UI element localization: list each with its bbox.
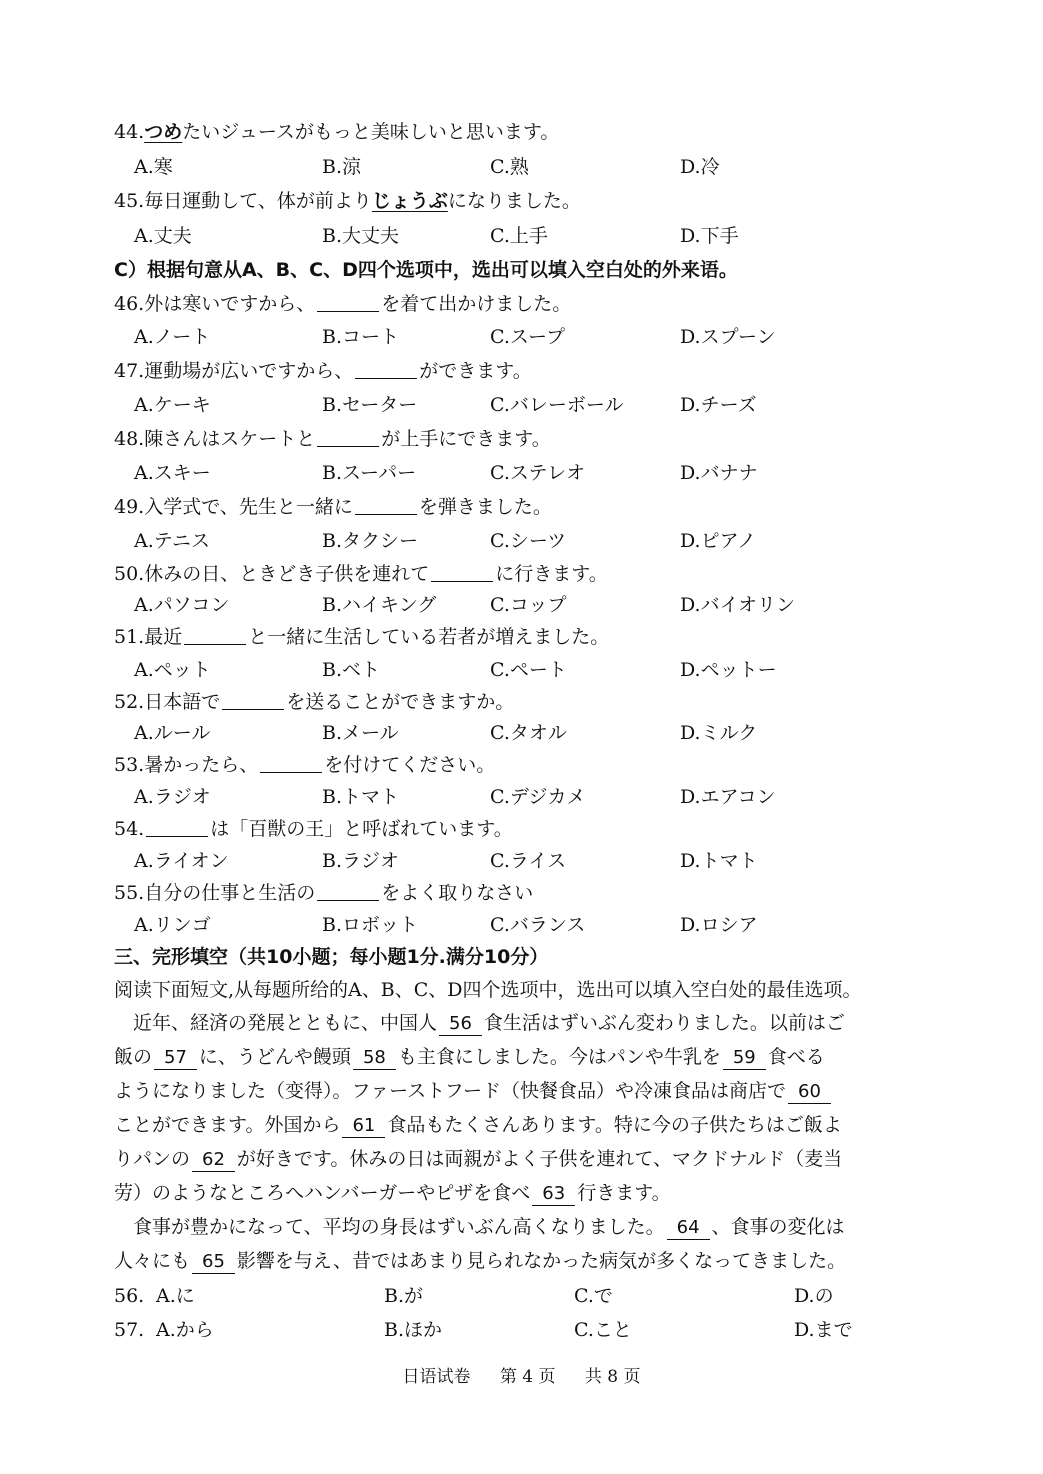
question-number: 57. — [114, 1319, 145, 1341]
option-a: A.パソコン — [134, 594, 230, 616]
passage-text: も主食にしました。今はパンや牛乳を — [397, 1046, 721, 1068]
passage-line — [114, 1176, 934, 1210]
underlined-word: じょうぶ — [371, 190, 448, 212]
option-d: D.エアコン — [680, 786, 776, 808]
question-51 — [114, 622, 934, 652]
footer-total-pages: 共 8 页 — [584, 1367, 641, 1387]
option-b: B.ほか — [384, 1319, 443, 1341]
passage-text: 劳）のようなところへハンバーガーやピザを食べ — [114, 1182, 531, 1204]
question-text: 49.入学式で、先生と一緒に — [114, 496, 353, 518]
question-55 — [114, 878, 934, 908]
option-c: C.こと — [574, 1319, 632, 1341]
question-text: になりました。 — [447, 190, 581, 212]
option-d: D.ペットー — [680, 659, 777, 681]
option-a: A.リンゴ — [134, 914, 211, 936]
question-text: 46.外は寒いですから、 — [114, 293, 316, 315]
passage-text: 食べる — [767, 1046, 825, 1068]
option-c: C.コップ — [490, 594, 567, 616]
question-text: が上手にできます。 — [381, 428, 551, 450]
answer-blank — [431, 561, 493, 582]
option-d: D.ミルク — [680, 722, 758, 744]
question-text: を着て出かけました。 — [381, 293, 572, 315]
passage-line — [114, 1040, 934, 1074]
option-b: B.大丈夫 — [322, 225, 400, 247]
passage-line — [114, 1142, 934, 1176]
question-text: を付けてください。 — [324, 754, 496, 776]
question-text: をよく取りなさい — [381, 882, 534, 904]
passage-text: 食事が豊かになって、平均の身長はずいぶん高くなりました。 — [133, 1216, 665, 1238]
passage-text: ようになりました（变得）。ファーストフード（快餐食品）や冷凍食品は商店で — [114, 1080, 787, 1102]
question-44 — [114, 117, 934, 147]
options-51 — [134, 655, 914, 685]
question-text: 48.陳さんはスケートと — [114, 428, 316, 450]
option-d: D.冷 — [680, 156, 720, 178]
option-a: A.ライオン — [134, 850, 229, 872]
question-number: 56. — [114, 1285, 145, 1307]
question-52 — [114, 687, 934, 717]
option-a: A.ラジオ — [134, 786, 211, 808]
options-53 — [134, 782, 914, 812]
option-b: B.トマト — [322, 786, 400, 808]
option-c: C.スープ — [490, 326, 566, 348]
page-footer — [0, 1362, 1043, 1387]
options-57 — [156, 1315, 936, 1345]
question-text: 52.日本語で — [114, 691, 221, 713]
options-50 — [134, 590, 914, 620]
question-text: 55.自分の仕事と生活の — [114, 882, 316, 904]
option-c: C.上手 — [490, 225, 548, 247]
passage-text: 人々にも — [114, 1250, 191, 1272]
options-56 — [156, 1281, 936, 1311]
question-49 — [114, 492, 934, 522]
blank-58: 58 — [353, 1047, 396, 1070]
option-b: B.ラジオ — [322, 850, 400, 872]
option-d: D.下手 — [680, 225, 739, 247]
option-d: D.まで — [794, 1319, 853, 1341]
answer-blank — [355, 358, 417, 379]
option-c: C.バランス — [490, 914, 586, 936]
blank-61: 61 — [342, 1115, 385, 1138]
answer-blank — [184, 624, 246, 645]
options-55 — [134, 910, 914, 940]
option-a: A.に — [156, 1285, 195, 1307]
question-53 — [114, 750, 934, 780]
options-54 — [134, 846, 914, 876]
blank-60: 60 — [788, 1081, 831, 1104]
passage-text: 、食事の変化は — [711, 1216, 845, 1238]
option-c: C.タオル — [490, 722, 567, 744]
option-c: C.ステレオ — [490, 462, 586, 484]
option-b: B.タクシー — [322, 530, 419, 552]
option-a: A.ルール — [134, 722, 211, 744]
options-46 — [134, 322, 914, 352]
passage-text: 食生活はずいぶん変わりました。以前はご — [483, 1012, 845, 1034]
option-d: D.チーズ — [680, 394, 757, 416]
options-44 — [134, 152, 914, 182]
question-text: たいジュースがもっと美味しいと思います。 — [182, 121, 560, 143]
option-d: D.トマト — [680, 850, 758, 872]
passage-line — [114, 1006, 934, 1040]
options-49 — [134, 526, 914, 556]
option-b: B.が — [384, 1285, 424, 1307]
option-b: B.メール — [322, 722, 399, 744]
question-48 — [114, 424, 934, 454]
question-text: と一緒に生活している若者が増えました。 — [248, 626, 610, 648]
cloze-passage — [114, 1006, 934, 1278]
blank-64: 64 — [667, 1217, 710, 1240]
answer-blank — [317, 880, 379, 901]
blank-65: 65 — [192, 1251, 235, 1274]
option-a: A.から — [156, 1319, 214, 1341]
question-text: に行きます。 — [495, 563, 608, 585]
answer-blank — [146, 816, 208, 837]
option-c: C.で — [574, 1285, 613, 1307]
option-b: B.コート — [322, 326, 400, 348]
option-a: A.テニス — [134, 530, 211, 552]
option-c: C.シーツ — [490, 530, 567, 552]
question-text: を弾きました。 — [418, 496, 552, 518]
blank-57: 57 — [154, 1047, 197, 1070]
passage-text: 影響を与え、昔ではあまり見られなかった病気が多くなってきました。 — [236, 1250, 847, 1272]
question-text: 45.毎日運動して、体が前より — [114, 190, 372, 212]
option-b: B.ハイキング — [322, 594, 437, 616]
passage-line — [114, 1210, 934, 1244]
blank-62: 62 — [192, 1149, 235, 1172]
answer-blank — [355, 494, 417, 515]
option-a: A.ケーキ — [134, 394, 211, 416]
option-d: D.の — [794, 1285, 834, 1307]
question-text: を送ることができますか。 — [286, 691, 515, 713]
passage-text: ことができます。外国から — [114, 1114, 341, 1136]
question-text: ができます。 — [419, 360, 532, 382]
question-46 — [114, 289, 934, 319]
question-text: 53.暑かったら、 — [114, 754, 259, 776]
passage-text: が好きです。休みの日は両親がよく子供を連れて、マクドナルド（麦当 — [236, 1148, 843, 1170]
question-number: 44. — [114, 121, 145, 143]
question-text: 54. — [114, 818, 145, 840]
option-d: D.スプーン — [680, 326, 776, 348]
footer-page-number: 第 4 页 — [499, 1367, 556, 1387]
answer-blank — [317, 291, 379, 312]
option-d: D.バイオリン — [680, 594, 796, 616]
option-c: C.ペート — [490, 659, 567, 681]
answer-blank — [317, 426, 379, 447]
question-text: 47.運動場が広いですから、 — [114, 360, 354, 382]
options-47 — [134, 390, 914, 420]
option-a: A.丈夫 — [134, 225, 192, 247]
option-b: B.スーパー — [322, 462, 417, 484]
option-b: B.ベト — [322, 659, 381, 681]
underlined-word: つめ — [144, 121, 183, 143]
question-54 — [114, 814, 934, 844]
question-47 — [114, 356, 934, 386]
options-48 — [134, 458, 914, 488]
question-text: 51.最近 — [114, 626, 183, 648]
option-b: B.ロボット — [322, 914, 419, 936]
option-a: A.スキー — [134, 462, 211, 484]
passage-text: に、うどんや饅頭 — [198, 1046, 351, 1068]
option-b: B.涼 — [322, 156, 362, 178]
option-d: D.ピアノ — [680, 530, 757, 552]
option-c: C.ライス — [490, 850, 567, 872]
blank-56: 56 — [439, 1013, 482, 1036]
passage-text: 食品もたくさんあります。特に今の子供たちはご飯よ — [387, 1114, 842, 1136]
answer-blank — [260, 752, 322, 773]
section-c-heading: C）根据句意从A、B、C、D四个选项中，选出可以填入空白处的外来语。 — [114, 259, 738, 281]
option-a: A.寒 — [134, 156, 173, 178]
passage-text: 飯の — [114, 1046, 153, 1068]
passage-text: 行きます。 — [577, 1182, 671, 1204]
option-b: B.セーター — [322, 394, 418, 416]
section-3-instruction: 阅读下面短文,从每题所给的A、B、C、D四个选项中，选出可以填入空白处的最佳选项。 — [114, 979, 862, 1001]
options-52 — [134, 718, 914, 748]
option-a: A.ペット — [134, 659, 211, 681]
answer-blank — [222, 689, 284, 710]
blank-59: 59 — [723, 1047, 766, 1070]
option-d: D.ロシア — [680, 914, 758, 936]
blank-63: 63 — [532, 1183, 575, 1206]
option-a: A.ノート — [134, 326, 211, 348]
options-45 — [134, 221, 914, 251]
option-d: D.バナナ — [680, 462, 758, 484]
option-c: C.熟 — [490, 156, 529, 178]
passage-line — [114, 1074, 934, 1108]
passage-text: 近年、経済の発展とともに、中国人 — [133, 1012, 438, 1034]
section-3-heading: 三、完形填空（共10小题；每小题1分.满分10分） — [114, 946, 549, 968]
option-c: C.デジカメ — [490, 786, 586, 808]
footer-title: 日语试卷 — [402, 1367, 471, 1387]
question-text: は「百獣の王」と呼ばれています。 — [210, 818, 513, 840]
option-c: C.バレーボール — [490, 394, 624, 416]
passage-text: りパンの — [114, 1148, 191, 1170]
question-50 — [114, 559, 934, 589]
passage-line — [114, 1108, 934, 1142]
question-45 — [114, 186, 934, 216]
question-text: 50.休みの日、ときどき子供を連れて — [114, 563, 430, 585]
passage-line — [114, 1244, 934, 1278]
